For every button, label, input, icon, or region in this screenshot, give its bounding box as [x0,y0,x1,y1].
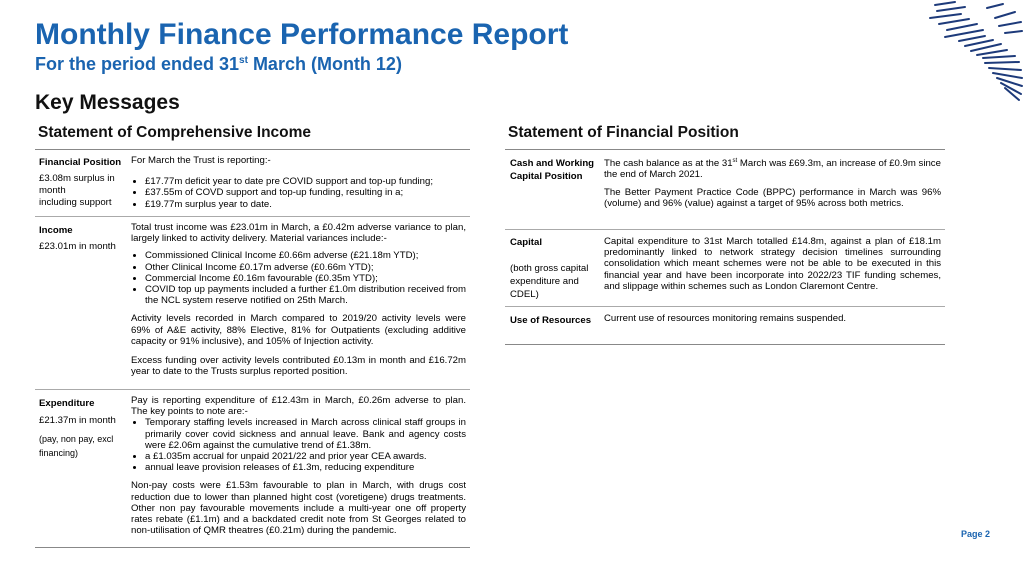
income-summary: £23.01m in month [39,241,116,252]
divider [505,149,945,150]
financial-position-intro: For March the Trust is reporting:- [131,155,271,166]
resources-paragraph: Current use of resources monitoring remains suspended. [604,313,847,324]
income-label: Income [39,225,73,236]
divider [35,149,470,150]
subtitle-text-start: For the period ended 31 [35,54,240,74]
expenditure-paragraph-1: Pay is reporting expenditure of £12.43m in March, £0.26m adverse to plan. The key points to note are:- [131,395,466,418]
cash-superscript: st [732,158,738,164]
list-item: • Other Clinical Income £0.17m adverse (£0.66m YTD); [145,262,466,273]
use-of-resources-label: Use of Resources [510,315,592,326]
capital-note: (both gross capital expenditure and CDEL) [510,263,589,300]
subtitle-text-end: March (Month 12) [247,54,402,74]
income-paragraph-3: Excess funding over activity levels contributed £0.13m in month and £16.72m year to date to the Trusts surplus reported position. [131,355,466,378]
list-item: • Commercial Income £0.16m favourable (£0.35m YTD); [145,273,466,284]
list-item: • £17.77m deficit year to date pre COVID support and top-up funding; [145,176,466,187]
financial-position-bullets [131,176,466,210]
divider [35,216,470,217]
list-item: • a £1.035m accrual for unpaid 2021/22 and prior year CEA awards. [145,451,466,462]
statement-comprehensive-income-heading: Statement of Comprehensive Income [38,124,312,141]
expenditure-paragraph-2: Non-pay costs were £1.53m favourable to plan in March, with drugs cost reduction due to lower than planned hight cost (voretigene) drugs treatments. Other non pay favourable movements include a multi-year one off property rates rebate (£1.1m) and a backdated credit note from St Georges related to non-utilisation of QMR theatres (£0.21m) during the pandemic. [131,480,466,537]
divider [35,389,470,390]
divider [505,344,945,345]
financial-position-body [131,155,466,210]
cash-paragraph-2: The Better Payment Practice Code (BPPC) performance in March was 96% (volume) and 96% (value) against a target of 95% across both metrics. [604,186,941,209]
cash-body [604,156,941,209]
page-number: Page 2 [960,529,990,539]
financial-position-surplus: £3.08m surplus in month [39,173,115,196]
statement-financial-position-heading: Statement of Financial Position [508,124,739,141]
expenditure-summary: £21.37m in month [39,415,116,426]
list-item: • Commissioned Clinical Income £0.66m adverse (£21.18m YTD); [145,250,466,261]
income-bullets [131,250,466,306]
cash-text-end: March was £69.3m, an increase of £0.9m since the end of March 2021. [604,158,941,181]
sunburst-logo-icon [925,0,1024,104]
expenditure-note: (pay, non pay, excl financing) [39,434,114,458]
cash-text-start: The cash balance as at the 31 [604,158,733,170]
list-item: • Temporary staffing levels increased in March across clinical staff groups in primarily cover covid sickness and annual leave. Bank and agency costs were £2.06m against the cumulative trend of £1.38m. [145,417,466,451]
subtitle-superscript: st [239,55,248,66]
list-item: • COVID top up payments included a further £1.0m distribution received from the NCL system reserve notified on 25th March. [145,284,466,306]
cash-paragraph-1 [604,156,941,181]
capital-body [604,236,941,292]
cash-working-capital-label: Cash and Working Capital Position [510,158,595,182]
financial-position-label: Financial Position [39,157,122,168]
divider [505,229,945,230]
divider [35,547,470,548]
list-item: • £37.55m of COVD support and top-up funding, resulting in a; [145,187,466,198]
divider [505,306,945,307]
capital-paragraph: Capital expenditure to 31st March totalled £14.8m, against a plan of £18.1m predominantly linked to network strategy decision timelines surrounding consolidation which meant schemes were not be able to be executed in this financial year and have been incorporate into 2022/23 TIF funding schemes, and slippage within schemes such as London Claremont Centre. [604,236,941,292]
list-item: • £19.77m surplus year to date. [145,199,466,210]
list-item: • annual leave provision releases of £1.3m, reducing expenditure [145,462,466,473]
report-subtitle [35,54,402,75]
capital-label: Capital [510,237,542,248]
resources-body [604,313,941,324]
expenditure-bullets [131,417,466,473]
report-title: Monthly Finance Performance Report [35,18,569,51]
expenditure-label: Expenditure [39,398,95,409]
expenditure-body [131,395,466,536]
financial-position-summary [39,173,124,209]
key-messages-heading: Key Messages [35,91,180,114]
income-paragraph-1: Total trust income was £23.01m in March, a £0.42m adverse variance to plan, largely linked to activity delivery. Material variances include:- [131,222,466,245]
financial-position-support: including support [39,197,112,208]
income-paragraph-2: Activity levels recorded in March compared to 2019/20 activity levels were 69% of A&E activity, 88% Elective, 81% for Outpatients (excluding additive capacity or 91% inclusive), and 105% of Injection activity. [131,313,466,347]
income-body [131,222,466,377]
